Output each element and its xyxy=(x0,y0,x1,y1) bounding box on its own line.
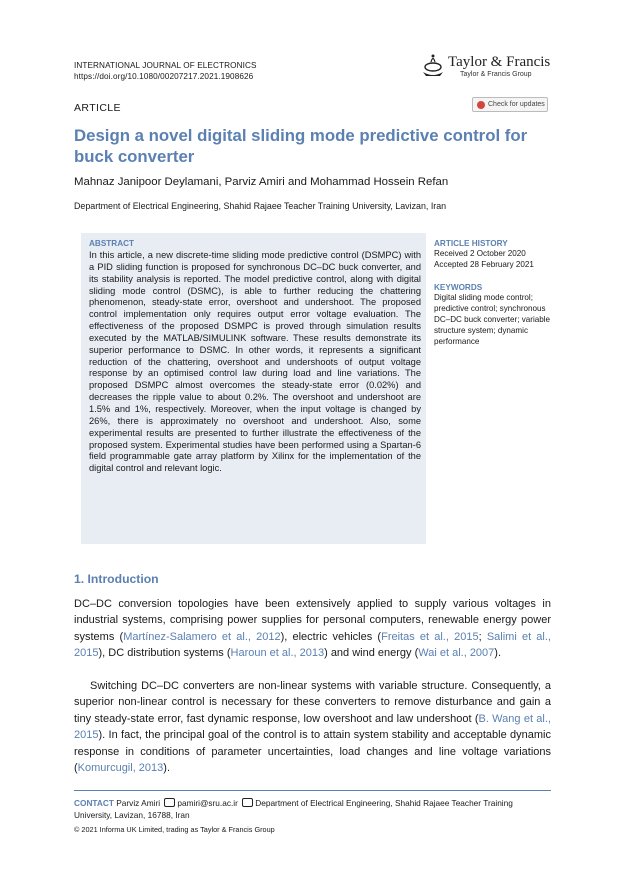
article-type: ARTICLE xyxy=(74,102,121,114)
boat-lamp-icon xyxy=(420,52,446,80)
text-run: ), DC distribution systems ( xyxy=(98,647,231,660)
text-run: ). xyxy=(163,762,171,775)
contact-name: Parviz Amiri xyxy=(116,798,161,808)
text-run: ). xyxy=(494,647,502,660)
text-run: ) and wind energy ( xyxy=(324,647,419,660)
contact-footnote xyxy=(74,798,551,821)
journal-header xyxy=(74,60,257,82)
address-icon xyxy=(242,798,253,807)
doi-link[interactable]: https://doi.org/10.1080/00207217.2021.1908626 xyxy=(74,72,254,81)
text-run: ), electric vehicles ( xyxy=(280,630,382,643)
accepted-date: Accepted 28 February 2021 xyxy=(434,260,534,270)
citation-link[interactable]: Salimi et al., 2015 xyxy=(74,630,551,660)
check-updates-label: Check for updates xyxy=(488,101,545,108)
journal-name: INTERNATIONAL JOURNAL OF ELECTRONICS xyxy=(74,61,257,70)
text-run: Switching DC–DC converters are non-linear systems with variable structure. Consequently, a superior non-linear control is necessary for these converters to remove disturbance and gain a tiny steady-state error, fast dynamic response, low overshoot and law undershoot ( xyxy=(74,680,551,725)
publisher-name: Taylor & Francis xyxy=(448,54,551,70)
citation-link[interactable]: Komurcugil, 2013 xyxy=(77,762,164,775)
keywords-heading: KEYWORDS xyxy=(434,283,483,292)
citation-link[interactable]: Wai et al., 2007 xyxy=(418,647,495,660)
citation-link[interactable]: Martínez-Salamero et al., 2012 xyxy=(123,630,281,643)
publisher-logo xyxy=(420,52,552,82)
contact-label: CONTACT xyxy=(74,798,114,808)
text-run: DC–DC conversion topologies have been extensively applied to supply various voltages in industrial systems, comprising power supplies for personal computers, renewable energy power systems ( xyxy=(74,598,551,643)
email-icon xyxy=(164,798,175,807)
keywords-section xyxy=(434,283,554,347)
article-history xyxy=(434,239,554,270)
abstract-heading: ABSTRACT xyxy=(89,239,135,248)
received-date: Received 2 October 2020 xyxy=(434,249,526,258)
text-run: ; xyxy=(478,630,487,643)
publisher-subname: Taylor & Francis Group xyxy=(460,71,532,78)
update-badge-icon xyxy=(477,101,485,109)
contact-address: Department of Electrical Engineering, Shahid Rajaee Teacher Training University, Lavizan, 16788, Iran xyxy=(74,798,513,820)
affiliation: Department of Electrical Engineering, Shahid Rajaee Teacher Training University, Lavizan, Iran xyxy=(74,201,447,211)
copyright-notice: © 2021 Informa UK Limited, trading as Taylor & Francis Group xyxy=(74,825,275,834)
check-updates-button[interactable] xyxy=(472,97,548,112)
author-list: Mahnaz Janipoor Deylamani, Parviz Amiri and Mohammad Hossein Refan xyxy=(74,176,449,188)
citation-link[interactable]: B. Wang et al., 2015 xyxy=(74,712,551,742)
intro-paragraph-1 xyxy=(74,596,551,662)
history-heading: ARTICLE HISTORY xyxy=(434,239,508,248)
citation-link[interactable]: Haroun et al., 2013 xyxy=(230,647,325,660)
keywords-text: Digital sliding mode control; predictive control; synchronous DC–DC buck converter; variable structure system; dynamic performance xyxy=(434,293,551,347)
paper-title: Design a novel digital sliding mode predictive control for buck converter xyxy=(74,126,528,166)
citation-link[interactable]: Freitas et al., 2015 xyxy=(381,630,479,643)
intro-paragraph-2 xyxy=(74,678,551,776)
contact-email[interactable]: pamiri@sru.ac.ir xyxy=(177,798,238,808)
abstract-text: In this article, a new discrete-time sliding mode predictive control (DSMPC) with a PID sliding function is proposed for synchronous DC–DC buck converter, and its stability analysis is reported. The model predictive control, along with digital sliding mode control (DSMC), is able to further reducing the chattering phenomenon, steady-state error, overshoot and undershoot. The proposed control implementation only requires output error voltage evaluation. The effectiveness of the proposed DSMPC is proved through simulation results executed by the MATLAB/SIMULINK software. These results demonstrate its superior performance to DSMC. In other words, it represents a significant reduction of the chattering, overshoot and undershoots of output voltage response by an optimised control law during load and line variations. The proposed DSMPC almost overcomes the steady-state error (0.02%) and decreases the ripple value to about 0.2%. The overshoot and undershoot are 1.5% and 1%, respectively. Moreover, when the input voltage is changed by 26%, there is approximately no overshoot and undershoot. Also, some experimental results are presented to further illustrate the effectiveness of the proposed system. Experimental studies have been performed using a Spartan-6 field programmable gate array platform by Xilinx for the implementation of the digital control and relevant logic. xyxy=(89,250,421,474)
text-run: ). In fact, the principal goal of the control is to attain system stability and acceptable dynamic response in conditions of parameter uncertainties, load changes and line voltage variations ( xyxy=(74,729,551,775)
section-heading-introduction: 1. Introduction xyxy=(74,572,159,586)
footnote-divider xyxy=(74,790,551,791)
